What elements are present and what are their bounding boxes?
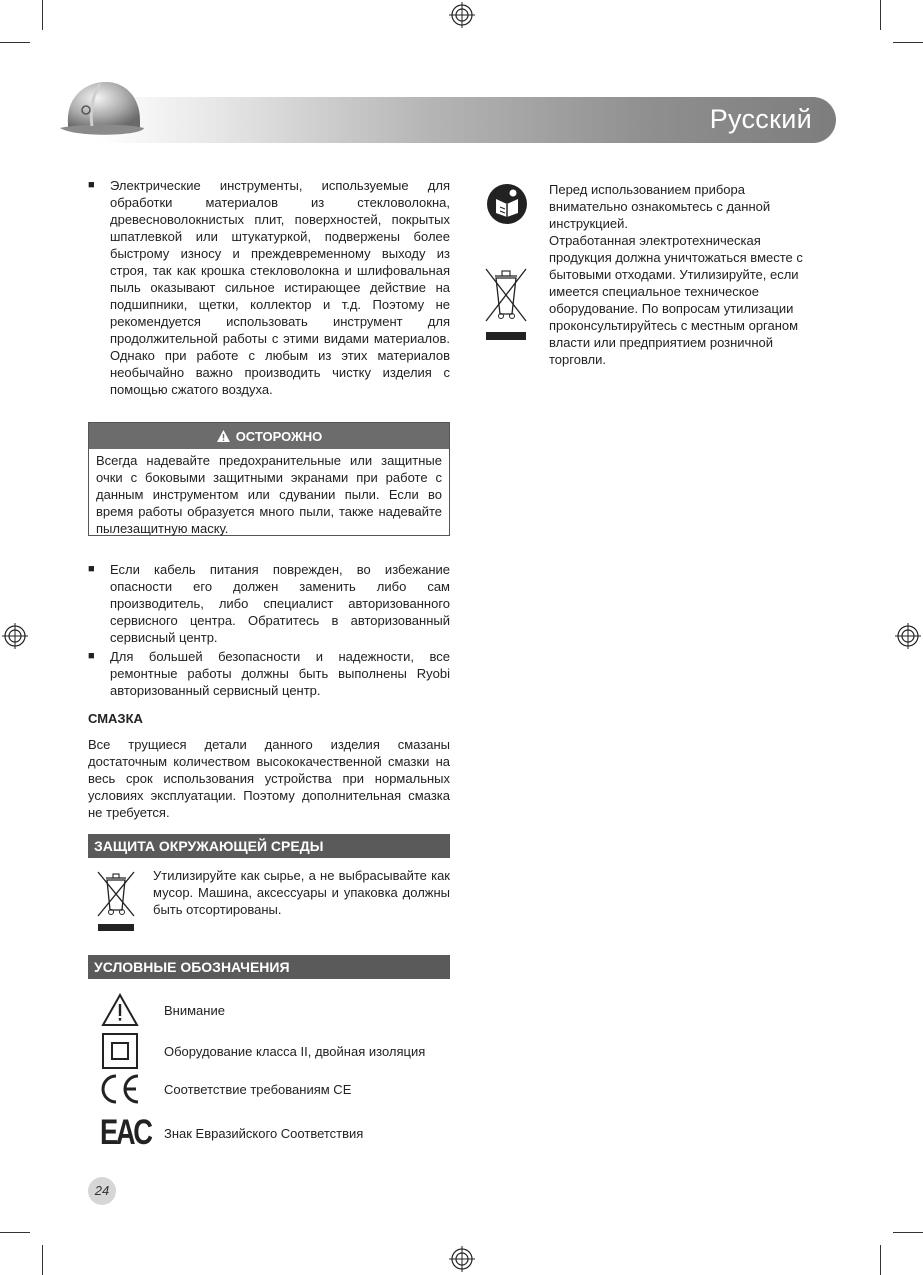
registration-mark-icon (449, 2, 475, 28)
weee-bin-icon (482, 264, 530, 344)
warning-triangle-icon (216, 429, 231, 443)
registration-mark-icon (895, 623, 921, 649)
safety-helmet-icon (56, 76, 146, 146)
crop-mark (893, 1232, 923, 1233)
warning-triangle-icon (101, 993, 139, 1027)
environment-heading: ЗАЩИТА ОКРУЖАЮЩЕЙ СРЕДЫ (88, 834, 450, 858)
crop-mark (42, 1245, 43, 1275)
crop-mark (42, 0, 43, 30)
bullet-text: Для большей безопасности и надежности, все ремонтные работы должны быть выполнены Ryobi авторизованный сервисный центр. (110, 649, 450, 698)
registration-mark-icon (449, 1246, 475, 1272)
lubrication-heading: СМАЗКА (88, 711, 143, 726)
warning-title: ОСТОРОЖНО (235, 428, 323, 444)
bullet-text: Электрические инструменты, используемые для обработки материалов из стекловолокна, древесноволокнистых плит, поверхностей, покрытых шпатлевкой или штукатуркой, подвержены более быстрому износу и преждевременному выходу из строя, так как крошка стекловолокна и шлифовальная пыль оказывают сильное истирающее действие на подшипники, щетки, коллектор и т.д. Поэтому не рекомендуется использовать инструмент для продолжительной работы с этими видами материалов. Однако при работе с любым из этих материалов необычайно важно производить чистку изделия с помощью сжатого воздуха. (110, 178, 450, 397)
registration-mark-icon (2, 623, 28, 649)
symbols-heading: УСЛОВНЫЕ ОБОЗНАЧЕНИЯ (88, 955, 450, 979)
lubrication-text: Все трущиеся детали данного изделия смазаны достаточным количеством высококачественной смазки на весь срок использования устройства при нормальных условиях эксплуатации. Поэтому дополнительная смазка не требуется. (88, 737, 450, 820)
read-manual-icon (486, 183, 528, 225)
warning-header (89, 423, 449, 449)
ce-mark-icon (98, 1072, 142, 1106)
crop-mark (0, 1232, 30, 1233)
symbol-label: Оборудование класса II, двойная изоляция (164, 1044, 426, 1059)
eac-mark-icon: EAC (100, 1113, 151, 1152)
crop-mark (880, 0, 881, 30)
right-column-text (549, 181, 824, 368)
bullet-square-icon: ■ (88, 563, 95, 575)
symbol-label: Внимание (164, 1003, 225, 1018)
crop-mark (880, 1245, 881, 1275)
bullet-square-icon: ■ (88, 179, 95, 191)
weee-notice-text: Отработанная электротехническая продукция должна уничтожаться вместе с бытовыми отходами. Утилизируйте, если имеется специальное техническое оборудование. По вопросам утилизации проконсультируйтесь с местным органом власти или предприятием розничной торговли. (549, 233, 803, 367)
crop-mark (893, 42, 923, 43)
warning-text: Всегда надевайте предохранительные или защитные очки с боковыми защитными экранами при работе с данным инструментом или сдувании пыли. Если во время работы образуется много пыли, также надевайте пылезащитную маску. (96, 453, 442, 536)
crop-mark (0, 42, 30, 43)
manual-notice-text: Перед использованием прибора внимательно ознакомьтесь с данной инструкцией. (549, 182, 771, 231)
bullet-text: Если кабель питания поврежден, во избежание опасности его должен заменить либо сам производитель, либо специалист авторизованного сервисного центра. Обратитесь в авторизованный сервисный центр. (110, 562, 450, 645)
bullet-square-icon: ■ (88, 650, 95, 662)
warning-box (88, 422, 450, 536)
page-number: 24 (88, 1177, 116, 1205)
symbol-label: Соответствие требованиям CE (164, 1082, 352, 1097)
symbol-label: Знак Евразийского Соответствия (164, 1126, 364, 1141)
class-ii-insulation-icon (101, 1032, 139, 1070)
weee-bin-icon (94, 868, 138, 934)
language-title: Русский (709, 104, 812, 134)
language-header-bar (96, 97, 836, 143)
environment-text: Утилизируйте как сырье, а не выбрасывайте как мусор. Машина, аксессуары и упаковка должны быть отсортированы. (153, 868, 450, 917)
